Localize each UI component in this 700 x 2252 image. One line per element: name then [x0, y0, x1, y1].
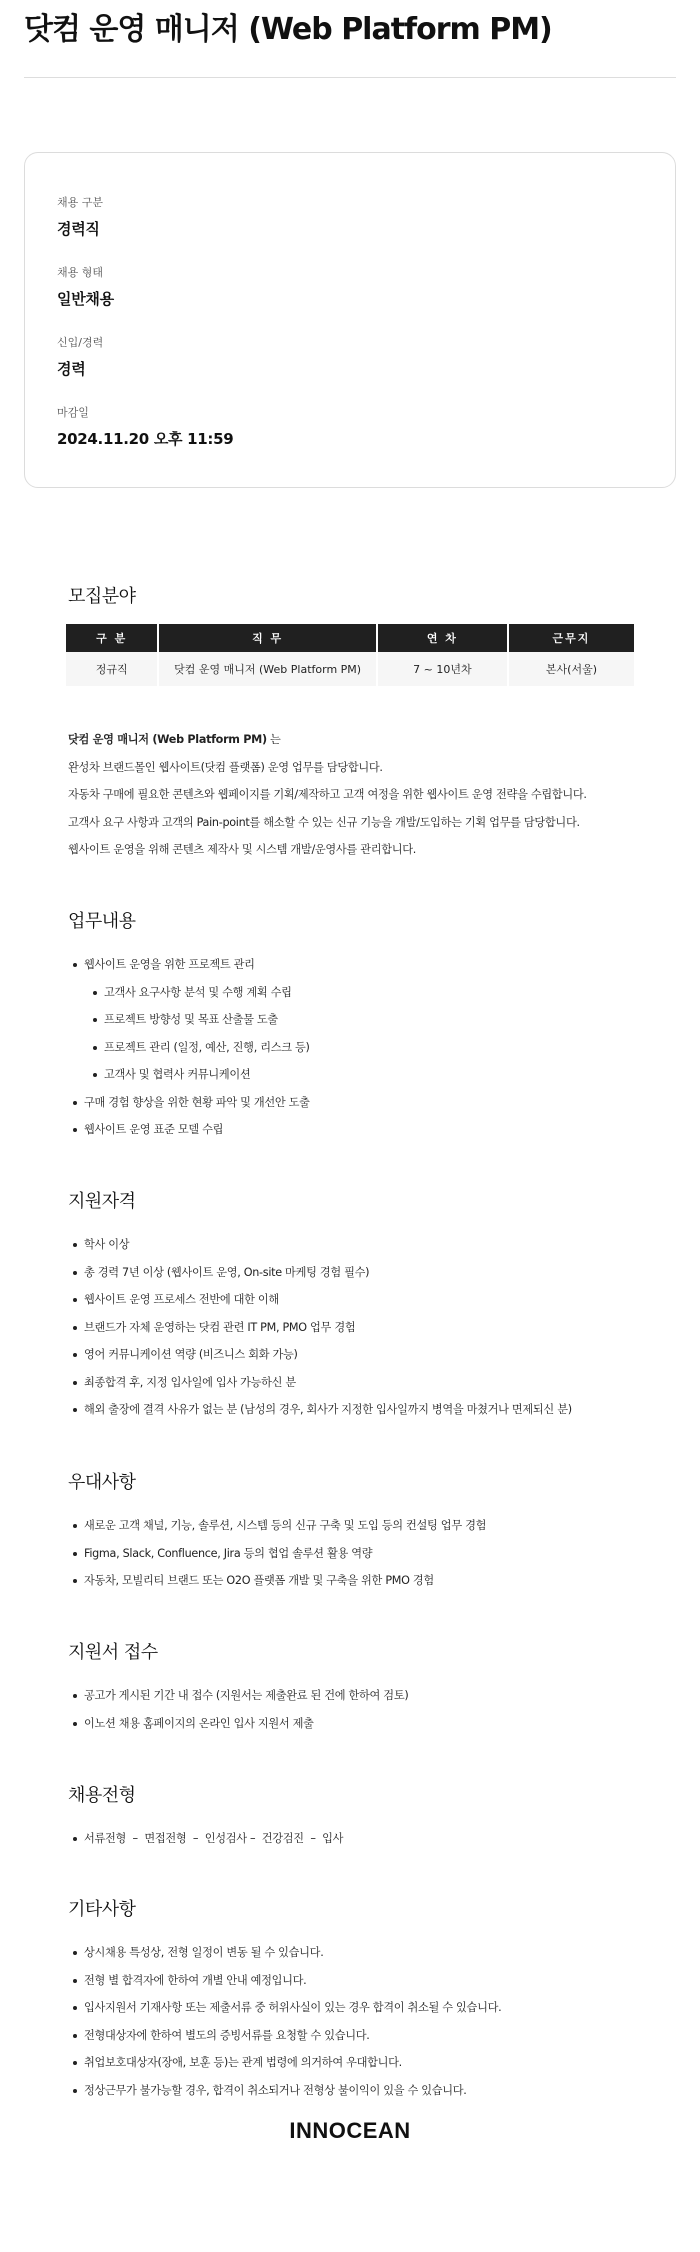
section-title-duties: 업무내용	[68, 911, 136, 932]
list-item: 상시채용 특성상, 전형 일정이 변동 될 수 있습니다.	[72, 1945, 662, 1973]
list-item: 해외 출장에 결격 사유가 없는 분 (남성의 경우, 회사가 지정한 입사일까지 병역을 마쳤거나 면제되신 분)	[72, 1402, 662, 1430]
intro-line: 자동차 구매에 필요한 콘텐츠와 웹페이지를 기획/제작하고 고객 여정을 위한 웹사이트 운영 전략을 수립합니다.	[68, 788, 587, 801]
list-item: 고객사 및 협력사 커뮤니케이션	[72, 1067, 662, 1095]
list-item: 프로젝트 방향성 및 목표 산출물 도출	[72, 1012, 662, 1040]
intro-line: 고객사 요구 사항과 고객의 Pain-point를 해소할 수 있는 신규 기능을 개발/도입하는 기획 업무를 담당합니다.	[68, 815, 580, 829]
list-item: 이노션 채용 홈페이지의 온라인 입사 지원서 제출	[72, 1716, 662, 1744]
list-item: 프로젝트 관리 (일정, 예산, 진행, 리스크 등)	[72, 1040, 662, 1068]
list-item: 웹사이트 운영 프로세스 전반에 대한 이해	[72, 1292, 662, 1320]
list-item: 취업보호대상자(장애, 보훈 등)는 관계 법령에 의거하여 우대합니다.	[72, 2055, 662, 2083]
page-title: 닷컴 운영 매니저 (Web Platform PM)	[24, 12, 552, 47]
info-deadline	[57, 404, 233, 449]
info-value: 일반채용	[57, 290, 114, 308]
list-item: 입사지원서 기재사항 또는 제출서류 중 허위사실이 있는 경우 합격이 취소될 수 있습니다.	[72, 2000, 662, 2028]
info-value: 2024.11.20 오후 11:59	[57, 430, 234, 448]
info-experience-level	[57, 334, 103, 379]
list-item: 자동차, 모빌리티 브랜드 또는 O2O 플랫폼 개발 및 구축을 위한 PMO 경험	[72, 1573, 662, 1601]
intro-line: 완성차 브랜드몰인 웹사이트(닷컴 플랫폼) 운영 업무를 담당합니다.	[68, 760, 383, 774]
section-title-application: 지원서 접수	[68, 1642, 158, 1663]
table-cell: 정규직	[66, 652, 157, 686]
intro-line: 웹사이트 운영을 위해 콘텐츠 제작사 및 시스템 개발/운영사를 관리합니다.	[68, 843, 416, 856]
list-item: 서류전형 – 면접전형 – 인성검사 – 건강검진 – 입사	[72, 1831, 662, 1859]
list-item: 구매 경험 향상을 위한 현황 파악 및 개선안 도출	[72, 1095, 662, 1123]
recruit-table	[64, 624, 636, 686]
list-item: 웹사이트 운영 표준 모델 수립	[72, 1122, 662, 1150]
list-item: 정상근무가 불가능할 경우, 합격이 취소되거나 전형상 불이익이 있을 수 있습니다.	[72, 2083, 662, 2111]
list-item: 영어 커뮤니케이션 역량 (비즈니스 회화 가능)	[72, 1347, 662, 1375]
title-divider	[24, 77, 676, 78]
info-label: 신입/경력	[57, 336, 104, 349]
job-info-card	[24, 152, 676, 488]
table-header-cell: 연 차	[378, 624, 507, 652]
list-item: 새로운 고객 채널, 기능, 솔루션, 시스템 등의 신규 구축 및 도입 등의 컨설팅 업무 경험	[72, 1518, 662, 1546]
list-item: 전형대상자에 한하여 별도의 증빙서류를 요청할 수 있습니다.	[72, 2028, 662, 2056]
job-intro	[68, 732, 658, 870]
intro-lead	[68, 732, 658, 760]
info-label: 채용 형태	[57, 266, 104, 279]
section-title-process: 채용전형	[68, 1785, 136, 1806]
list-item: 웹사이트 운영을 위한 프로젝트 관리	[72, 957, 662, 985]
section-title-recruit: 모집분야	[68, 586, 136, 607]
etc-list	[72, 1945, 662, 2110]
process-list	[72, 1831, 662, 1859]
table-row	[66, 652, 634, 686]
table-header-cell: 구 분	[66, 624, 157, 652]
duties-list	[72, 957, 662, 1150]
list-item: 고객사 요구사항 분석 및 수행 계획 수립	[72, 985, 662, 1013]
info-value: 경력	[57, 360, 86, 378]
list-item: 전형 별 합격자에 한하여 개별 안내 예정입니다.	[72, 1973, 662, 2001]
intro-lead-rest: 는	[266, 733, 281, 746]
list-item: 공고가 게시된 기간 내 접수 (지원서는 제출완료 된 건에 한하여 검토)	[72, 1688, 662, 1716]
table-cell: 닷컴 운영 매니저 (Web Platform PM)	[159, 652, 376, 686]
section-title-preferred: 우대사항	[68, 1472, 136, 1493]
table-header-cell: 직 무	[159, 624, 376, 652]
list-item: 학사 이상	[72, 1237, 662, 1265]
info-hire-type	[57, 264, 114, 309]
table-header-cell: 근무지	[509, 624, 634, 652]
info-hire-category	[57, 194, 103, 239]
list-item: 브랜드가 자체 운영하는 닷컴 관련 IT PM, PMO 업무 경험	[72, 1320, 662, 1348]
list-item: 총 경력 7년 이상 (웹사이트 운영, On-site 마케팅 경험 필수)	[72, 1265, 662, 1293]
intro-lead-bold: 닷컴 운영 매니저 (Web Platform PM)	[68, 733, 267, 746]
section-title-etc: 기타사항	[68, 1899, 136, 1920]
info-label: 마감일	[57, 406, 89, 419]
section-title-qualifications: 지원자격	[68, 1191, 136, 1212]
table-cell: 7 ~ 10년차	[378, 652, 507, 686]
list-item: 최종합격 후, 지정 입사일에 입사 가능하신 분	[72, 1375, 662, 1403]
table-cell: 본사(서울)	[509, 652, 634, 686]
list-item: Figma, Slack, Confluence, Jira 등의 협업 솔루션 활용 역량	[72, 1546, 662, 1574]
info-value: 경력직	[57, 220, 100, 238]
application-list	[72, 1688, 662, 1743]
preferred-list	[72, 1518, 662, 1601]
qualifications-list	[72, 1237, 662, 1430]
info-label: 채용 구분	[57, 196, 104, 209]
innocean-logo: INNOCEAN	[289, 2118, 411, 2143]
table-header-row	[66, 624, 634, 652]
